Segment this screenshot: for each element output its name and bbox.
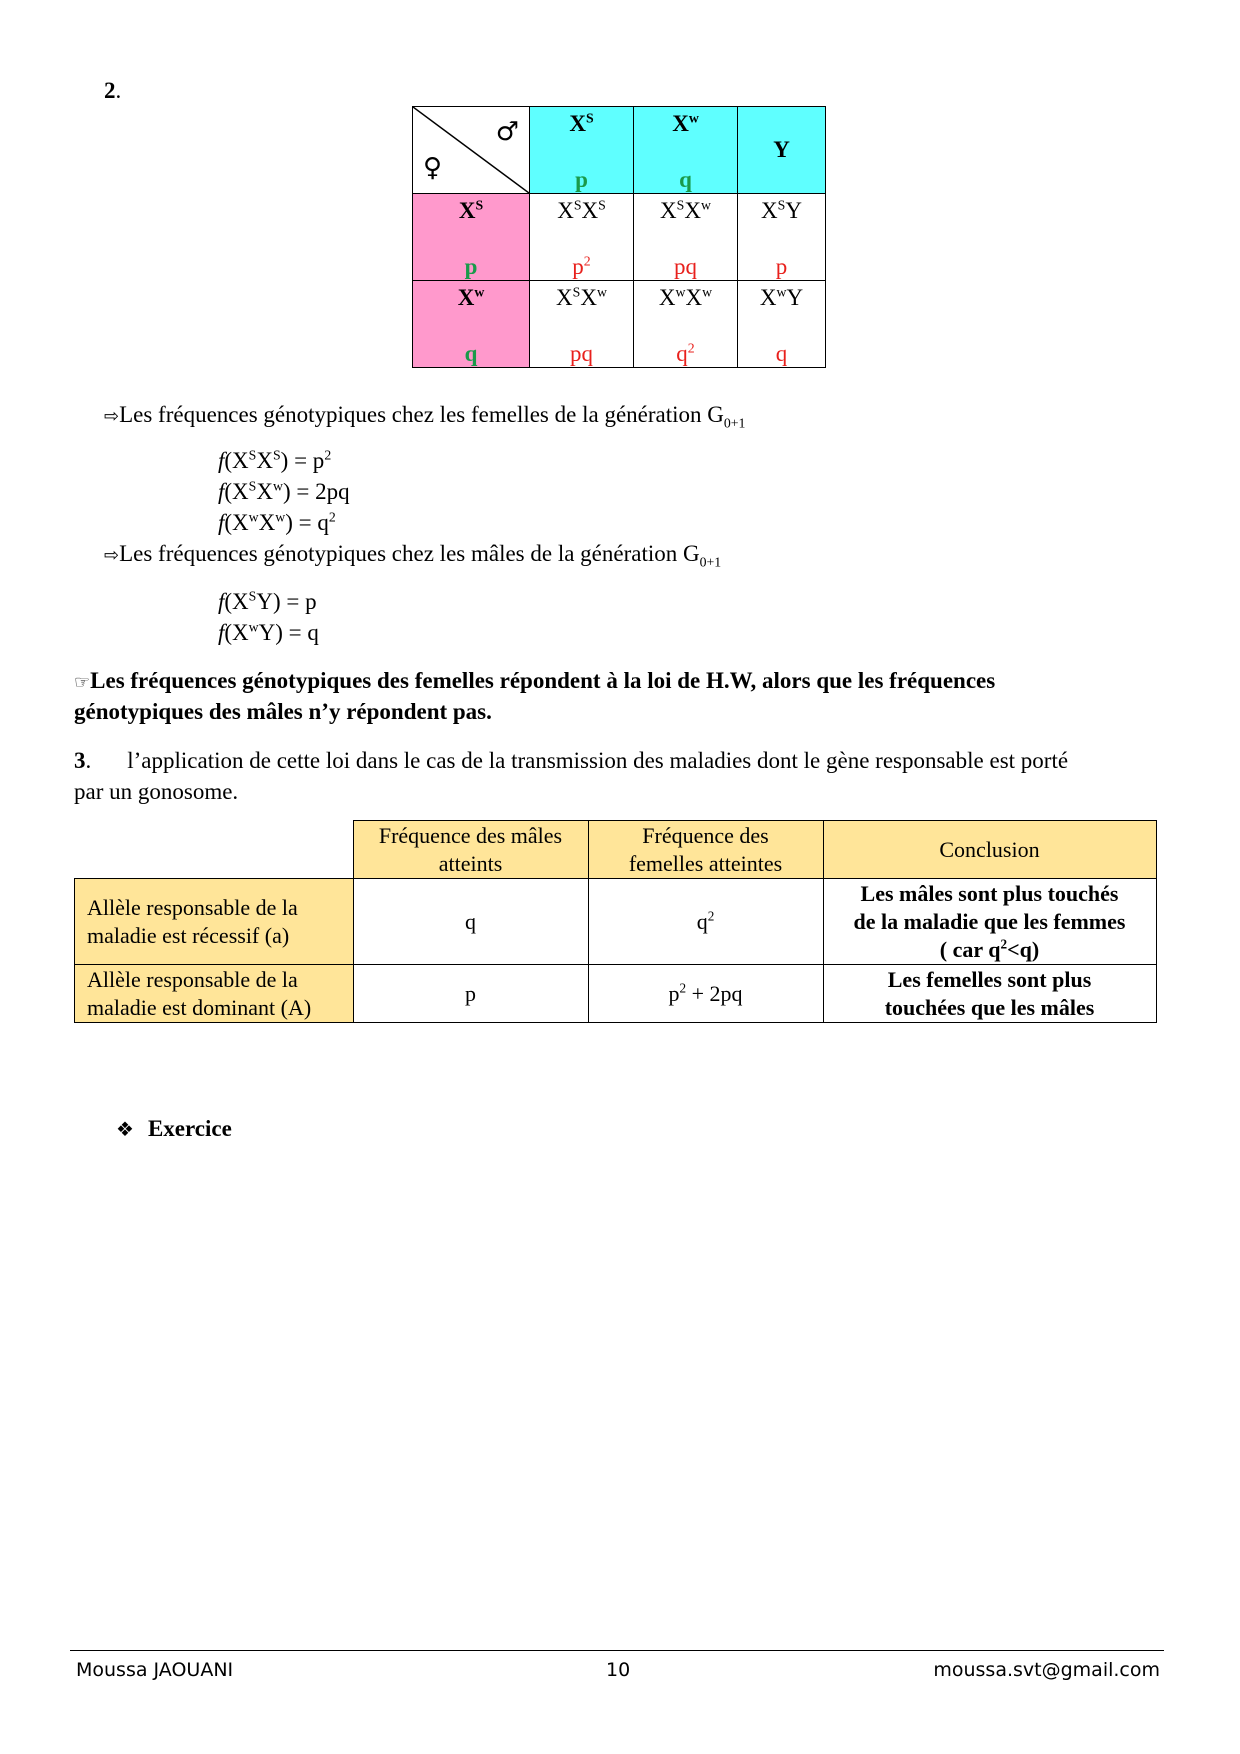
row-header-xw xyxy=(413,281,530,368)
genotype-part: X xyxy=(761,198,778,223)
header-males-line2: atteints xyxy=(438,850,503,876)
page-footer xyxy=(70,1650,1164,1681)
genotype-sup: S xyxy=(777,197,786,213)
row-label-line1: Allèle responsable de la xyxy=(87,894,298,920)
freq-part: X xyxy=(258,510,276,535)
genotype-freq: pq xyxy=(570,341,593,366)
row-label-recessive xyxy=(75,879,354,965)
col-header-freq: p xyxy=(575,167,588,192)
genotype-cell xyxy=(634,194,738,281)
section-3-line1 xyxy=(74,748,1068,774)
genotype-sup: w xyxy=(700,197,711,213)
genotype-part: X xyxy=(557,198,574,223)
header-males-line1: Fréquence des mâles xyxy=(378,822,563,848)
generation-subscript: 0+1 xyxy=(723,415,746,431)
male-freq-xsy xyxy=(218,589,317,615)
genotype-part: X xyxy=(684,198,701,223)
cell-conclusion-recessive xyxy=(823,879,1156,965)
col-header-allele: Y xyxy=(773,137,790,162)
female-freq-xsxs xyxy=(218,448,331,474)
freq-part: Y) = q xyxy=(258,620,319,645)
footer-author: Moussa JAOUANI xyxy=(76,1659,234,1681)
freq-part: ) = q xyxy=(285,510,329,535)
header-conclusion: Conclusion xyxy=(823,821,1156,879)
conclusion-part: ( car q xyxy=(939,936,1001,962)
row-label-line2: maladie est récessif (a) xyxy=(87,922,290,948)
females-freq: p xyxy=(668,980,680,1006)
punnett-corner-cell xyxy=(413,107,530,194)
row-header-freq: p xyxy=(464,254,478,279)
females-freq-sup: 2 xyxy=(707,908,715,924)
freq-f: f xyxy=(218,589,225,614)
genotype-part: X xyxy=(685,285,703,310)
females-heading-text: Les fréquences génotypiques chez les femelles de la génération G xyxy=(119,402,724,427)
freq-part: (X xyxy=(224,448,249,473)
freq-sup: S xyxy=(248,447,257,463)
males-heading-text: Les fréquences génotypiques chez les mâles de la génération G xyxy=(119,541,700,566)
conclusion-line1: Les femelles sont plus xyxy=(887,966,1092,992)
section-2-period: . xyxy=(115,78,122,103)
genotype-part: X xyxy=(581,198,599,223)
exercice-heading xyxy=(116,1116,232,1142)
header-females-line2: femelles atteintes xyxy=(628,850,783,876)
conclusion-sup: 2 xyxy=(1000,936,1008,952)
genotype-sup: S xyxy=(676,197,685,213)
male-symbol-icon: ♂ xyxy=(495,117,519,147)
genotype-sup: w xyxy=(702,284,713,300)
table-corner-empty xyxy=(75,821,354,879)
genotype-sup: w xyxy=(675,284,686,300)
freq-sup: w xyxy=(248,619,259,635)
genotype-freq: p xyxy=(775,254,788,279)
section-2-number: 2 xyxy=(104,78,116,103)
section-3-text: l’application de cette loi dans le cas de la transmission des maladies dont le gène responsable est porté xyxy=(127,748,1069,773)
genotype-sup: S xyxy=(573,197,582,213)
genotype-part: X xyxy=(660,198,677,223)
row-header-xs xyxy=(413,194,530,281)
genotype-part: X xyxy=(580,285,597,310)
col-header-xs xyxy=(530,107,634,194)
freq-f: f xyxy=(218,448,225,473)
freq-sup: S xyxy=(272,447,281,463)
genotype-part: Y xyxy=(786,285,804,310)
section-3-number: 3 xyxy=(74,748,86,773)
col-header-y xyxy=(738,107,826,194)
genotype-sup: w xyxy=(776,284,787,300)
conclusion-line2: de la maladie que les femmes xyxy=(853,908,1126,934)
row-label-line2: maladie est dominant (A) xyxy=(87,994,312,1020)
section-3-line2: par un gonosome. xyxy=(74,779,239,804)
freq-sup: S xyxy=(248,588,257,604)
females-frequency-heading xyxy=(104,402,746,431)
col-header-freq: q xyxy=(679,167,692,192)
freq-sup: w xyxy=(272,478,283,494)
male-freq-xwy xyxy=(218,620,319,646)
genotype-sup: w xyxy=(596,284,607,300)
conclusion-part: <q) xyxy=(1007,936,1040,962)
freq-part: ) = 2pq xyxy=(282,479,350,504)
genotype-freq: q xyxy=(676,341,688,366)
freq-part: (X xyxy=(224,479,249,504)
freq-exp: 2 xyxy=(324,447,332,463)
row-label-line1: Allèle responsable de la xyxy=(87,966,298,992)
genotype-part: X xyxy=(556,285,573,310)
conclusion-line3 xyxy=(830,936,1150,964)
hw-conclusion-text: Les fréquences génotypiques des femelles répondent à la loi de H.W, alors que les fréquences xyxy=(90,668,996,693)
freq-part: (X xyxy=(224,620,249,645)
genotype-freq: pq xyxy=(674,254,697,279)
row-label-dominant xyxy=(75,965,354,1023)
cell-males-dominant: p xyxy=(353,965,588,1023)
row-header-allele-sup: S xyxy=(475,197,484,213)
col-header-allele-sup: w xyxy=(688,110,699,126)
female-symbol-icon: ♀ xyxy=(423,153,443,183)
arrow-right-icon: ⇨ xyxy=(104,545,120,566)
freq-sup: w xyxy=(248,509,259,525)
females-freq-sup: 2 xyxy=(679,980,687,996)
footer-email: moussa.svt@gmail.com xyxy=(933,1659,1160,1681)
genotype-freq-sup: 2 xyxy=(583,253,591,269)
row-header-allele: X xyxy=(458,198,476,223)
footer-page-number: 10 xyxy=(606,1659,631,1681)
genotype-cell xyxy=(530,194,634,281)
cell-females-dominant xyxy=(588,965,823,1023)
col-header-allele: X xyxy=(569,111,586,136)
freq-part: (X xyxy=(224,589,249,614)
freq-part: X xyxy=(256,479,273,504)
hw-conclusion-line1 xyxy=(74,668,995,694)
genotype-cell xyxy=(530,281,634,368)
header-females-line1: Fréquence des xyxy=(642,822,769,848)
col-header-allele: X xyxy=(672,111,689,136)
cell-females-recessive xyxy=(588,879,823,965)
freq-f: f xyxy=(218,620,225,645)
freq-f: f xyxy=(218,510,225,535)
freq-part: Y) = p xyxy=(256,589,317,614)
female-freq-xwxw xyxy=(218,510,336,536)
section-2-heading xyxy=(104,78,121,104)
row-header-freq: q xyxy=(464,341,478,366)
diamond-bullet-icon: ❖ xyxy=(116,1117,134,1141)
conclusion-line2: touchées que les mâles xyxy=(884,994,1095,1020)
header-males xyxy=(353,821,588,879)
col-header-xw xyxy=(634,107,738,194)
genotype-sup: S xyxy=(572,284,581,300)
freq-sup: w xyxy=(275,509,286,525)
section-3-period: . xyxy=(85,748,92,773)
genotype-cell xyxy=(634,281,738,368)
freq-exp: 2 xyxy=(328,509,336,525)
hw-conclusion-line2: génotypiques des mâles n’y répondent pas. xyxy=(74,699,492,724)
pointing-hand-icon: ☞ xyxy=(74,672,91,693)
cell-conclusion-dominant xyxy=(823,965,1156,1023)
genotype-freq: q xyxy=(775,341,788,366)
genotype-cell xyxy=(738,194,826,281)
arrow-right-icon: ⇨ xyxy=(104,406,120,427)
genotype-part: X xyxy=(759,285,777,310)
exercice-title: Exercice xyxy=(147,1116,232,1141)
generation-subscript: 0+1 xyxy=(699,554,722,570)
males-frequency-heading xyxy=(104,541,722,570)
female-freq-xsxw xyxy=(218,479,350,505)
disease-frequency-table xyxy=(74,820,1157,1023)
freq-sup: S xyxy=(248,478,257,494)
genotype-freq-sup: 2 xyxy=(687,340,695,356)
cell-males-recessive: q xyxy=(353,879,588,965)
row-header-allele: X xyxy=(457,285,475,310)
females-freq-rest: + 2pq xyxy=(686,980,743,1006)
freq-part: ) = p xyxy=(280,448,325,473)
punnett-square xyxy=(412,106,826,368)
genotype-sup: S xyxy=(598,197,606,213)
freq-f: f xyxy=(218,479,225,504)
freq-part: X xyxy=(256,448,273,473)
genotype-part: Y xyxy=(785,198,802,223)
conclusion-line1: Les mâles sont plus touchés xyxy=(860,880,1119,906)
freq-part: (X xyxy=(224,510,249,535)
header-females xyxy=(588,821,823,879)
genotype-freq: p xyxy=(572,254,584,279)
col-header-allele-sup: S xyxy=(585,110,594,126)
genotype-part: X xyxy=(658,285,676,310)
genotype-cell xyxy=(738,281,826,368)
row-header-allele-sup: w xyxy=(474,284,485,300)
females-freq: q xyxy=(696,908,708,934)
